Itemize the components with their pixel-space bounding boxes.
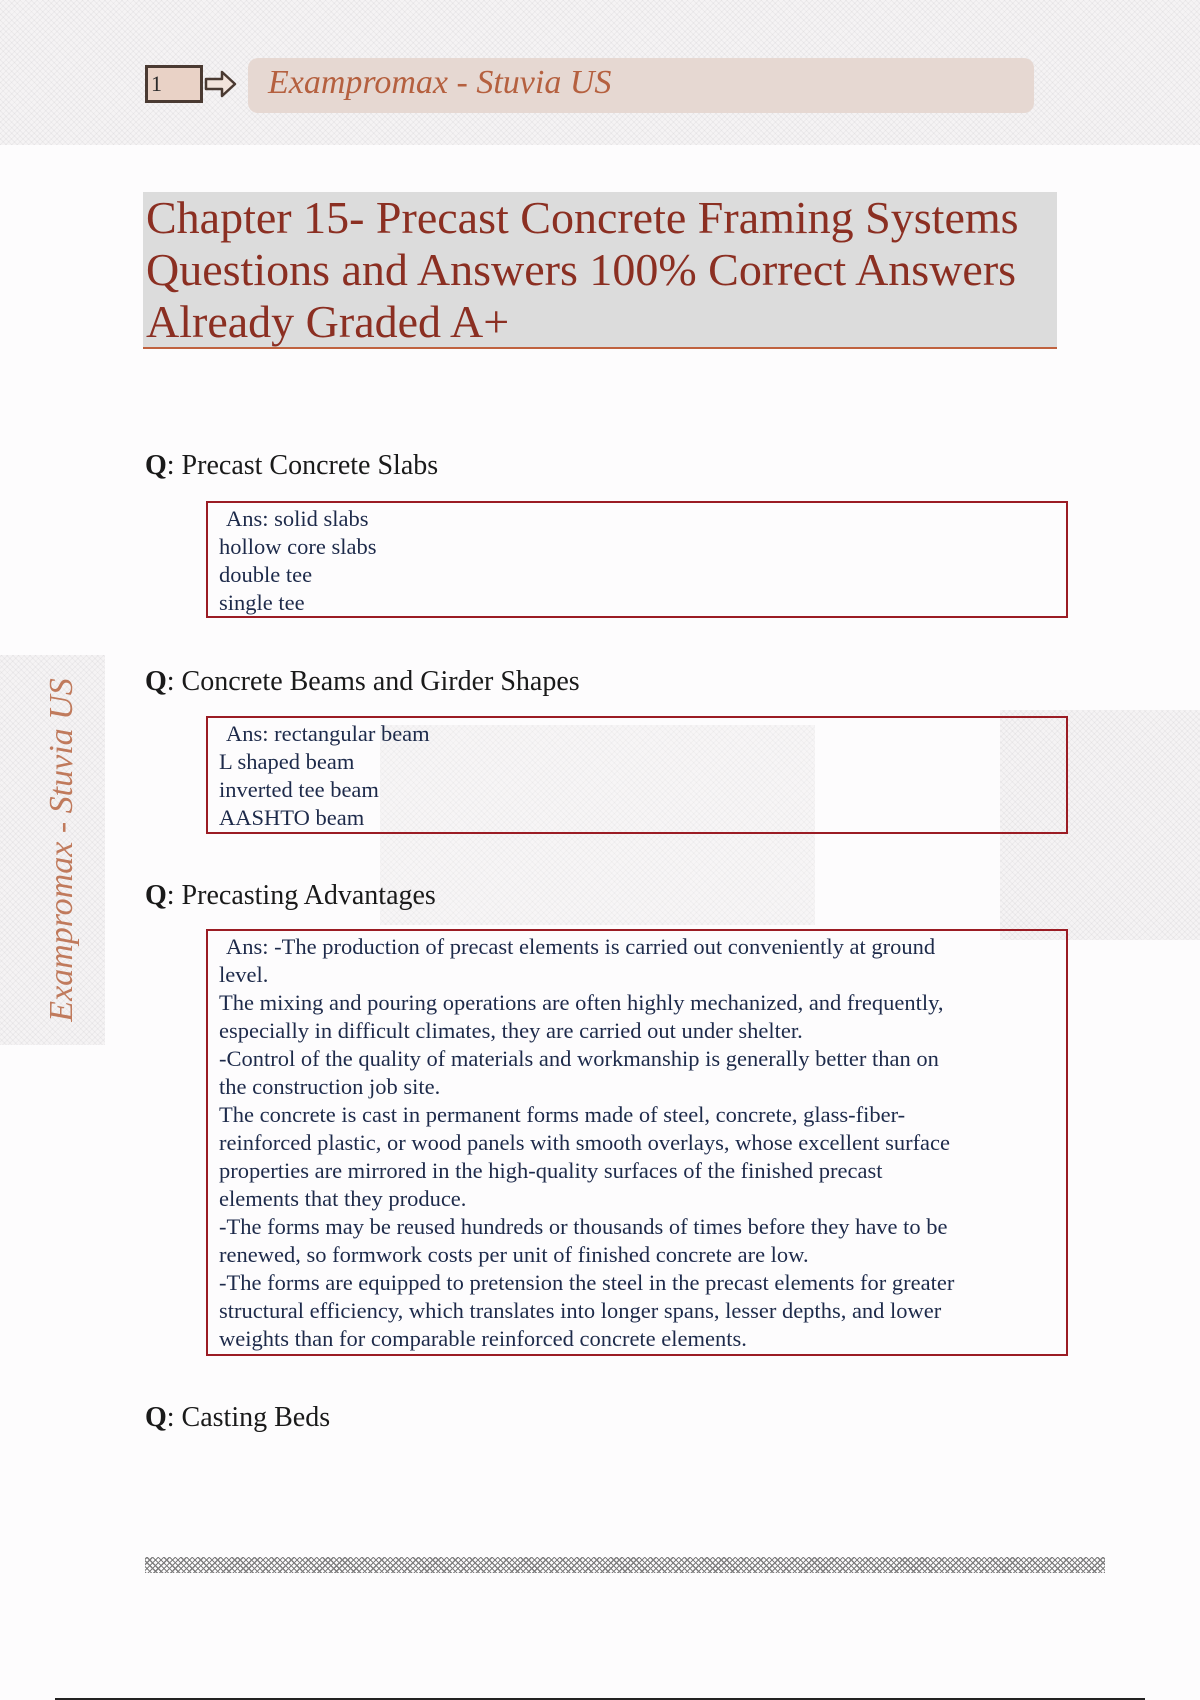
question-prefix: Q xyxy=(145,450,167,481)
answer-line: L shaped beam xyxy=(219,749,355,774)
page-number: 1 xyxy=(145,65,203,103)
answer-line: -The forms are equipped to pretension the steel in the precast elements for greater xyxy=(219,1270,955,1295)
answer-line: double tee xyxy=(219,562,313,587)
answer-line: especially in difficult climates, they are carried out under shelter. xyxy=(219,1018,803,1043)
side-watermark: Exampromax - Stuvia US xyxy=(43,678,80,1022)
answer-line: -The forms may be reused hundreds or thousands of times before they have to be xyxy=(219,1214,948,1239)
question-text: : Precasting Advantages xyxy=(166,880,436,911)
header-bar xyxy=(248,58,1034,113)
question xyxy=(145,666,580,698)
answer-line: The mixing and pouring operations are often highly mechanized, and frequently, xyxy=(219,990,944,1015)
answer-line: weights than for comparable reinforced concrete elements. xyxy=(219,1326,747,1351)
question-prefix: Q xyxy=(145,1402,167,1433)
answer-line: Ans: solid slabs xyxy=(226,506,369,531)
question-text: : Concrete Beams and Girder Shapes xyxy=(166,666,580,697)
title-line: Chapter 15- Precast Concrete Framing Systems xyxy=(146,192,1019,243)
answer-line: reinforced plastic, or wood panels with smooth overlays, whose excellent surface xyxy=(219,1130,951,1155)
title-line: Questions and Answers 100% Correct Answers xyxy=(146,244,1017,295)
answer-line: The concrete is cast in permanent forms made of steel, concrete, glass-fiber- xyxy=(219,1102,906,1127)
answer-box xyxy=(206,929,1068,1356)
answer-line: elements that they produce. xyxy=(219,1186,467,1211)
divider xyxy=(145,1557,1105,1573)
answer-line: single tee xyxy=(219,590,305,615)
answer-line: renewed, so formwork costs per unit of finished concrete are low. xyxy=(219,1242,809,1267)
question-prefix: Q xyxy=(145,666,167,697)
answer-box xyxy=(206,501,1068,618)
answer-line: -Control of the quality of materials and workmanship is generally better than on xyxy=(219,1046,939,1071)
document-title xyxy=(146,192,1057,348)
title-block xyxy=(143,192,1057,349)
answer-line: Ans: rectangular beam xyxy=(226,721,430,746)
question xyxy=(145,450,438,482)
answer-line: inverted tee beam xyxy=(219,777,379,802)
question-text: : Precast Concrete Slabs xyxy=(166,450,439,481)
answer-line: hollow core slabs xyxy=(219,534,377,559)
answer-box xyxy=(206,716,1068,834)
header-title: Exampromax - Stuvia US xyxy=(268,64,612,101)
answer-line: level. xyxy=(219,962,269,987)
title-line: Already Graded A+ xyxy=(146,296,510,347)
answer-line: structural efficiency, which translates into longer spans, lesser depths, and lower xyxy=(219,1298,942,1323)
answer-line: properties are mirrored in the high-quality surfaces of the finished precast xyxy=(219,1158,883,1183)
question xyxy=(145,880,436,912)
question-prefix: Q xyxy=(145,880,167,911)
question-text: : Casting Beds xyxy=(166,1402,331,1433)
answer-line: AASHTO beam xyxy=(219,805,365,830)
answer-line: the construction job site. xyxy=(219,1074,441,1099)
arrow-right-icon xyxy=(204,68,238,100)
answer-line: Ans: -The production of precast elements is carried out conveniently at ground xyxy=(226,934,936,959)
question xyxy=(145,1402,330,1434)
